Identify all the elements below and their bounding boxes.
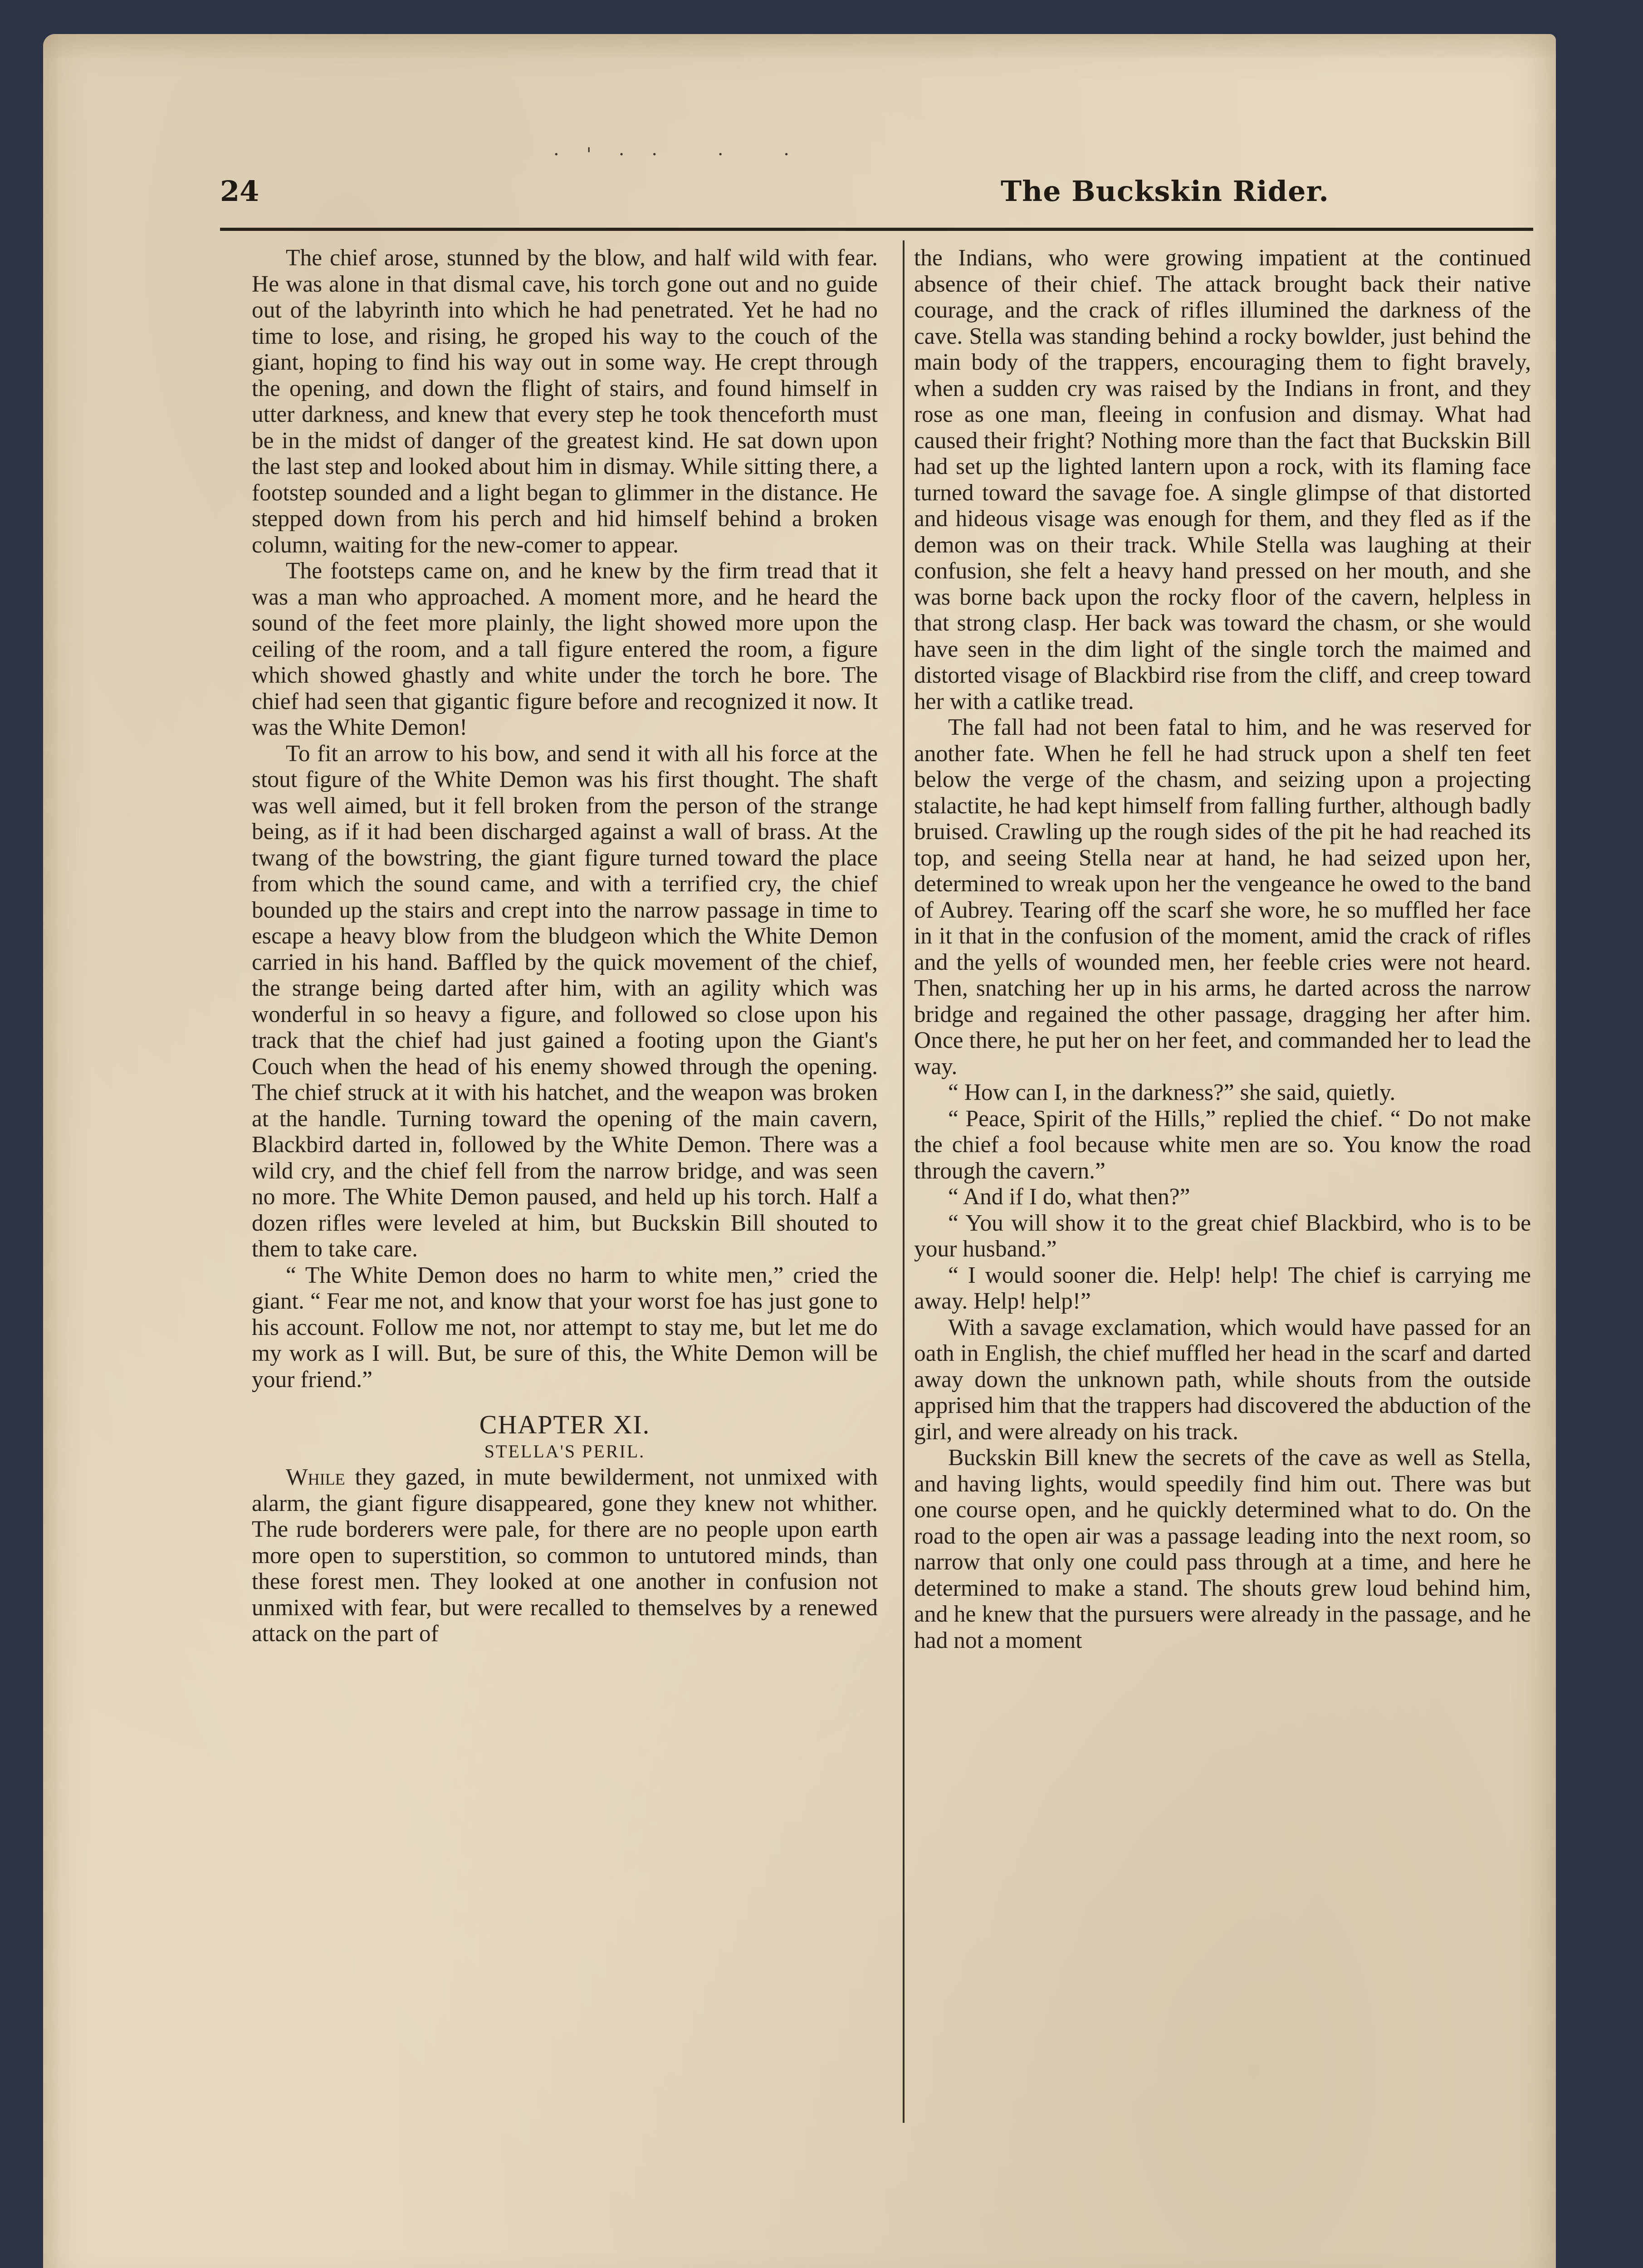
paragraph: the Indians, who were growing impatient at the continued absence of their chief. The attack brought back their native courage, and the crack of rifles illumined the darkness of the cave. Stella was standing behind a rocky bowlder, just behind the main body of the trappers, encouraging them to fight bravely, when a sudden cry was raised by the Indians in front, and they rose as one man, fleeing in confusion and dismay. What had caused their fright? Nothing more than the fact that Buckskin Bill had set up the lighted lantern upon a rock, with its flaming face turned toward the savage foe. A single glimpse of that distorted and hideous visage was enough for them, and they fled as if the demon was on their track. While Stella was laughing at their confusion, she felt a heavy hand pressed on her mouth, and she was borne back upon the rocky floor of the cavern, helpless in that strong clasp. Her back was toward the chasm, or she would have seen in the dim light of the single torch the maimed and distorted visage of Blackbird rise from the cliff, and creep toward her with a catlike tread. (914, 245, 1531, 714)
running-head (220, 175, 1542, 229)
paragraph: “ The White Demon does no harm to white men,” cried the giant. “ Fear me not, and know that your worst foe has just gone to his account. Follow me not, nor attempt to stay me, but let me do my work as I will. But, be sure of this, the White Demon will be your friend.” (252, 1262, 878, 1393)
paragraph-text: they gazed, in mute bewilderment, not unmixed with alarm, the giant figure disappeared, gone they knew not whither. The rude borderers were pale, for there are no people upon earth more open to superstition, so common to untutored minds, than these forest men. They looked at one another in confusion not unmixed with fear, but were recalled to themselves by a renewed attack on the part of (252, 1464, 878, 1647)
paragraph: The footsteps came on, and he knew by the firm tread that it was a man who approached. A moment more, and he heard the sound of the feet more plainly, the light showed more upon the ceiling of the room, and a tall figure entered the room, a figure which showed ghastly and white under the torch he bore. The chief had seen that gigantic figure before and recognized it now. It was the White Demon! (252, 558, 878, 740)
left-text-column (252, 245, 878, 2123)
column-divider (903, 240, 905, 2123)
paragraph: To fit an arrow to his bow, and send it with all his force at the stout figure of the White Demon was his first thought. The shaft was well aimed, but it fell broken from the person of the strange being, as if it had been discharged against a wall of brass. At the twang of the bowstring, the giant figure turned toward the place from which the sound came, and with a terrified cry, the chief bounded up the stairs and crept into the narrow passage in time to escape a heavy blow from the bludgeon which the White Demon carried in his hand. Baffled by the quick movement of the chief, the strange being darted after him, with an agility which was wonderful in so heavy a figure, and followed so close upon his track that the chief had just gained a footing upon the Giant's Couch when the head of his enemy showed through the opening. The chief struck at it with his hatchet, and the weapon was broken at the handle. Turning toward the opening of the main cavern, Blackbird darted in, followed by the White Demon. There was a wild cry, and the chief fell from the narrow bridge, and was seen no more. The White Demon paused, and held up his torch. Half a dozen rifles were leveled at him, but Buckskin Bill shouted to them to take care. (252, 740, 878, 1262)
paragraph: “ I would sooner die. Help! help! The chief is carrying me away. Help! help!” (914, 1262, 1531, 1314)
paragraph (252, 1464, 878, 1647)
paragraph: With a savage exclamation, which would have passed for an oath in English, the chief muffled her head in the scarf and darted away down the unknown path, while shouts from the outside apprised him that the trappers had discovered the abduction of the girl, and were already on his track. (914, 1314, 1531, 1445)
book-title: The Buckskin Rider. (1001, 175, 1329, 208)
chapter-title: CHAPTER XI. (479, 1410, 650, 1439)
header-rule (220, 228, 1533, 231)
paragraph: The fall had not been fatal to him, and he was reserved for another fate. When he fell he had struck upon a shelf ten feet below the verge of the chasm, and seizing upon a projecting stalactite, he had kept himself from falling further, although badly bruised. Crawling up the rough sides of the pit he had reached its top, and seeing Stella near at hand, he had seized upon her, determined to wreak upon her the vengeance he owed to the band of Aubrey. Tearing off the scarf she wore, he so muffled her face in it that in the confusion of the moment, amid the crack of rifles and the yells of wounded men, her feeble cries were not heard. Then, snatching her up in his arms, he darted across the narrow bridge and regained the other passage, dragging her after him. Once there, he put her on her feet, and commanded her to lead the way. (914, 714, 1531, 1080)
paragraph-lead-word: While (286, 1464, 345, 1490)
paragraph: “ And if I do, what then?” (948, 1184, 1190, 1210)
paragraph: Buckskin Bill knew the secrets of the cave as well as Stella, and having lights, would speedily find him out. There was but one course open, and he quickly determined what to do. On the road to the open air was a passage leading into the next room, so narrow that only one could pass through at a time, and here he determined to make a stand. The shouts grew loud behind him, and he knew that the pursuers were already in the passage, and he had not a moment (914, 1445, 1531, 1653)
paragraph: The chief arose, stunned by the blow, and half wild with fear. He was alone in that dismal cave, his torch gone out and no guide out of the labyrinth into which he had penetrated. Yet he had no time to lose, and rising, he groped his way to the couch of the giant, hoping to find his way out in some way. He crept through the opening, and down the flight of stairs, and found himself in utter darkness, and knew that every step he took thenceforth must be in the midst of danger of the greatest kind. He sat down upon the last step and looked about him in dismay. While sitting there, a footstep sounded and a light began to glimmer in the distance. He stepped down from his perch and hid himself behind a broken column, waiting for the new-comer to appear. (252, 245, 878, 558)
right-text-column (914, 245, 1531, 2123)
paragraph: “ Peace, Spirit of the Hills,” replied the chief. “ Do not make the chief a fool because white men are so. You know the road through the cavern.” (914, 1105, 1531, 1184)
page-number: 24 (220, 175, 259, 208)
chapter-subtitle: STELLA'S PERIL. (484, 1441, 645, 1461)
print-specks: ·'·· · · (553, 144, 817, 165)
paragraph: “ How can I, in the darkness?” she said, quietly. (948, 1080, 1396, 1105)
paragraph: “ You will show it to the great chief Blackbird, who is to be your husband.” (914, 1210, 1531, 1262)
